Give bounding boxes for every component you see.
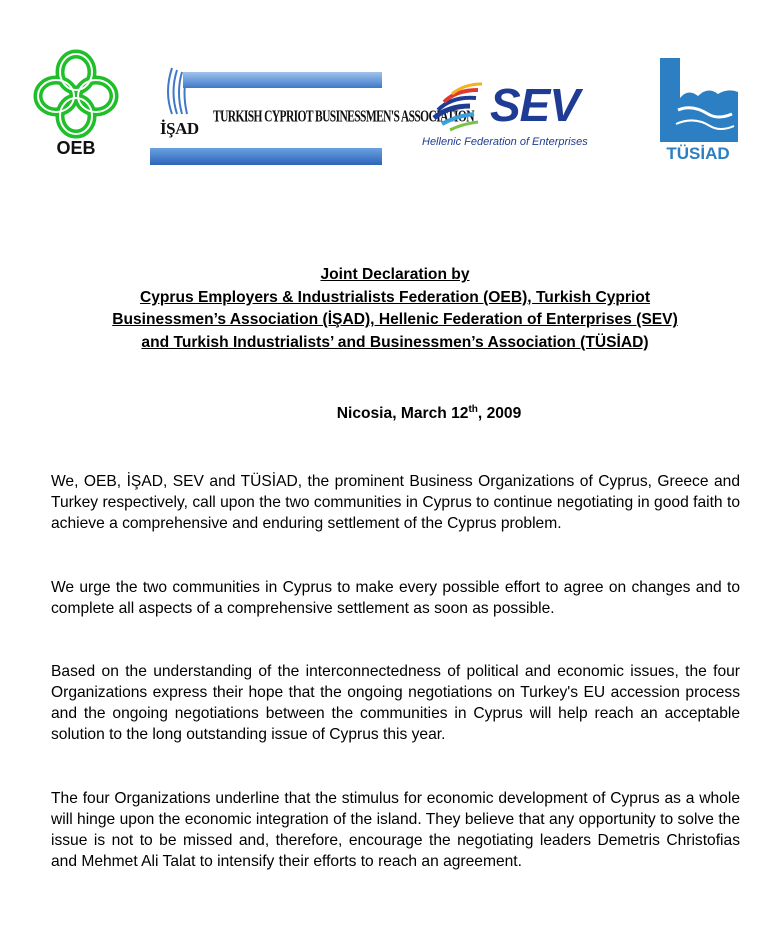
title-line-4: and Turkish Industrialists’ and Businessmen’s Association (TÜSİAD)	[141, 333, 649, 351]
sev-logo-word: SEV	[490, 79, 580, 131]
tusiad-factory-icon	[658, 58, 740, 144]
oeb-logo-text: OEB	[56, 138, 96, 158]
isad-acronym: İŞAD	[160, 119, 199, 138]
paragraph-1: We, OEB, İŞAD, SEV and TÜSİAD, the prominent Business Organizations of Cyprus, Greece and Turkey respectively, call upon the two communities in Cyprus to continue negotiating in good faith to achieve a comprehensive and enduring settlement of the Cyprus problem.	[51, 473, 740, 532]
logo-banner	[0, 0, 775, 175]
dateline	[0, 404, 775, 423]
isad-bottom-bar	[150, 148, 382, 165]
isad-logo	[150, 64, 474, 168]
title-line-2: Cyprus Employers & Industrialists Federation (OEB), Turkish Cypriot	[139, 288, 651, 306]
dateline-prefix: Nicosia, March 12	[336, 405, 469, 423]
oeb-emblem-icon	[26, 46, 126, 141]
tusiad-logo	[658, 58, 740, 168]
isad-top-bar	[183, 72, 382, 88]
oeb-logo	[26, 46, 126, 161]
dateline-ordinal: th	[468, 404, 478, 415]
paragraph-2: We urge the two communities in Cyprus to make every possible effort to agree on changes and to complete all aspects of a comprehensive settlement as soon as possible.	[51, 579, 740, 617]
paragraph-4: The four Organizations underline that the stimulus for economic development of Cyprus as a whole will hinge upon the economic integration of the island. They believe that any opportunity to solve the issue is not to be missed and, therefore, encourage the negotiating leaders Demetris Christofias and Mehmet Ali Talat to intensify their efforts to reach an agreement.	[51, 790, 740, 870]
declaration-title	[40, 264, 750, 354]
title-line-3: Businessmen’s Association (İŞAD), Hellenic Federation of Enterprises (SEV)	[112, 311, 678, 329]
paragraph-3: Based on the understanding of the interconnectedness of political and economic issues, the four Organizations express their hope that the ongoing negotiations on Turkey's EU accession process and the ongoing negotiations between the communities in Cyprus will help reach an acceptable solution to the long outstanding issue of Cyprus this year.	[51, 663, 740, 743]
dateline-year: , 2009	[477, 405, 522, 423]
sev-logo-subtitle: Hellenic Federation of Enterprises	[422, 136, 588, 148]
title-line-1: Joint Declaration by	[320, 266, 470, 283]
isad-full-name: TURKISH CYPRIOT BUSINESSMEN'S ASSOCIATION	[213, 108, 474, 126]
sev-swoosh-icon	[430, 80, 492, 132]
tusiad-logo-text: TÜSİAD	[666, 144, 730, 163]
sev-logo	[420, 78, 625, 153]
